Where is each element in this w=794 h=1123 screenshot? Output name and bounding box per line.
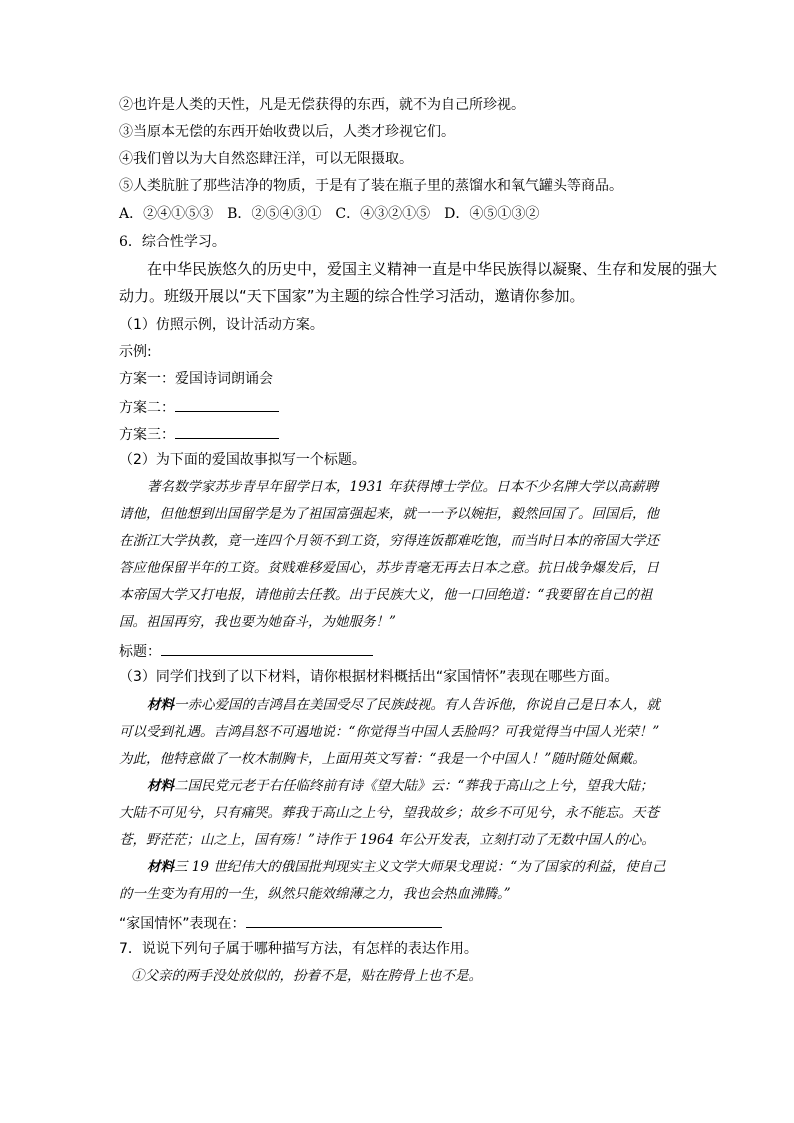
plan-1: 方案一：爱国诗词朗诵会 [119, 371, 273, 387]
story-line: 请他，但他想到出国留学是为了祖国富强起来，就一一予以婉拒，毅然回国了。回国后，他 [119, 506, 659, 522]
plan-2-answer-blank[interactable] [175, 397, 279, 412]
q7-title: 7．说说下列句子属于哪种描写方法，有怎样的表达作用。 [119, 941, 478, 957]
story-line: 本帝国大学又打电报，请他前去任教。出于民族大义，他一口回绝道：“我要留在自己的祖 [119, 587, 653, 603]
family-country-answer-row [119, 913, 442, 933]
material-3-line: 材料三 19 世纪伟大的俄国批判现实主义文学大师果戈理说：“为了国家的利益，使自己 [147, 859, 666, 875]
title-answer-row [119, 641, 373, 661]
q6-part3-prompt: （3）同学们找到了以下材料，请你根据材料概括出“家国情怀”表现在哪些方面。 [119, 669, 619, 685]
material-1-line: 可以受到礼遇。吉鸿昌怒不可遏地说：“你觉得当中国人丢脸吗？可我觉得当中国人光荣！” [119, 724, 660, 740]
q6-part2-prompt: （2）为下面的爱国故事拟写一个标题。 [119, 452, 366, 468]
plan-3-row [119, 424, 279, 444]
material-2-line: 大陆不可见兮，只有痛哭。葬我于高山之上兮，望我故乡；故乡不可见兮，永不能忘。天苍 [119, 805, 659, 821]
plan-3-label: 方案三： [119, 427, 175, 443]
q5-sentence-4: ④我们曾以为大自然恣肆汪洋，可以无限摄取。 [119, 151, 413, 167]
plan-2-label: 方案二： [119, 400, 175, 416]
family-country-answer-blank[interactable] [246, 913, 442, 928]
q6-intro-line-2: 动力。班级开展以“天下国家”为主题的综合性学习活动，邀请你参加。 [119, 287, 585, 305]
plan-2-row [119, 397, 279, 417]
material-2-label: 材料 [147, 778, 174, 794]
q7-sentence-1: ①父亲的两手没处放似的，扮着不是，贴在胯骨上也不是。 [131, 968, 482, 984]
title-answer-blank[interactable] [161, 641, 373, 656]
story-line: 国。祖国再穷，我也要为她奋斗，为她服务！” [119, 614, 396, 630]
story-line: 著名数学家苏步青早年留学日本，1931 年获得博士学位。日本不少名牌大学以高薪聘 [147, 479, 659, 495]
material-3-line: 的一生变为有用的一生，纵然只能效绵薄之力，我也会热血沸腾。” [119, 886, 511, 902]
q5-options: A．②④①⑤③ B．②⑤④③① C．④③②①⑤ D．④⑤①③② [119, 206, 540, 222]
material-1-line: 为此，他特意做了一枚木制胸卡，上面用英文写着：“我是一个中国人！”随时随处佩戴。 [119, 751, 646, 767]
material-1-label: 材料 [147, 697, 174, 713]
q6-title: 6．综合性学习。 [119, 234, 226, 250]
example-label: 示例: [119, 344, 152, 360]
material-2-line: 苍，野茫茫；山之上，国有殇！”诗作于 1964 年公开发表，立刻打动了无数中国人的心。 [119, 832, 655, 848]
story-line: 在浙江大学执教，竟一连四个月领不到工资，穷得连饭都难吃饱，而当时日本的帝国大学还 [119, 533, 659, 549]
story-line: 答应他保留半年的工资。贫贱难移爱国心，苏步青毫无再去日本之意。抗日战争爆发后，日 [119, 560, 659, 576]
material-1-line: 材料一赤心爱国的吉鸿昌在美国受尽了民族歧视。有人告诉他，你说自己是日本人，就 [147, 697, 660, 713]
family-country-label: “家国情怀”表现在： [119, 916, 246, 932]
q5-sentence-5: ⑤人类肮脏了那些洁净的物质，于是有了装在瓶子里的蒸馏水和氧气罐头等商品。 [119, 178, 623, 194]
q6-intro-line-1: 在中华民族悠久的历史中，爱国主义精神一直是中华民族得以凝聚、生存和发展的强大 [147, 260, 718, 278]
q5-sentence-2: ②也许是人类的天性，凡是无偿获得的东西，就不为自己所珍视。 [119, 97, 525, 113]
q5-sentence-3: ③当原本无偿的东西开始收费以后，人类才珍视它们。 [119, 124, 455, 140]
q6-part1-prompt: （1）仿照示例，设计活动方案。 [119, 317, 324, 333]
material-2-line: 材料二国民党元老于右任临终前有诗《望大陆》云：“葬我于高山之上兮，望我大陆； [147, 778, 654, 794]
plan-3-answer-blank[interactable] [175, 424, 279, 439]
material-3-label: 材料 [147, 859, 174, 875]
title-label: 标题： [119, 644, 161, 660]
